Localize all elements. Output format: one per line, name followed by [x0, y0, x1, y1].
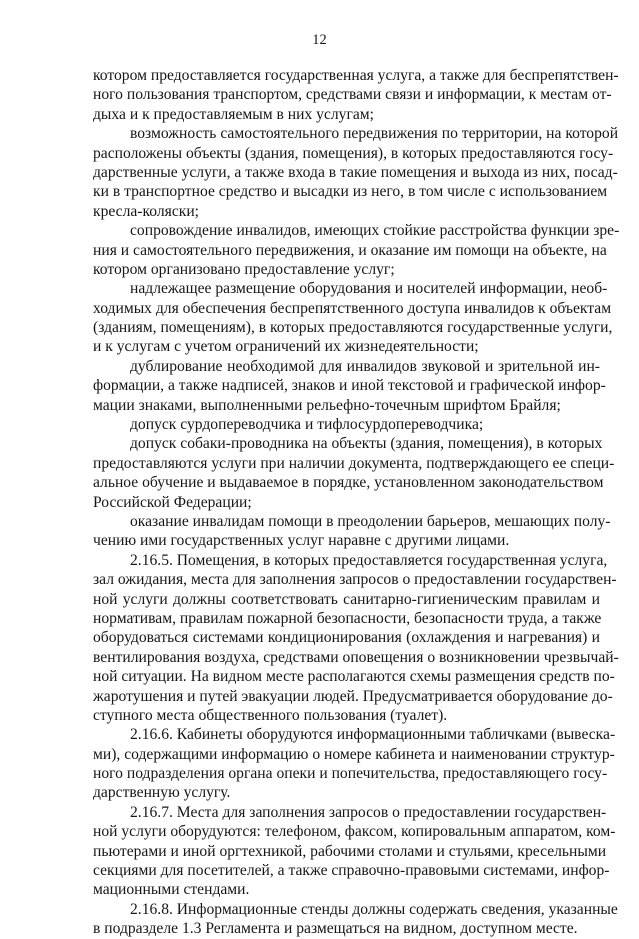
text-line: ной услуги оборудуются: телефоном, факсом, копировальным аппаратом, ком- — [93, 823, 616, 841]
text-line: кресла-коляски; — [93, 202, 200, 220]
text-line: сопровождение инвалидов, имеющих стойкие расстройства функции зре- — [130, 222, 620, 240]
text-line: ния и самостоятельного передвижения, и оказание им помощи на объекте, на — [93, 241, 607, 259]
text-line: дыха и к предоставляемым в них услугам; — [93, 105, 374, 123]
text-line: дарственную услугу. — [93, 784, 231, 802]
text-line: ной ситуации. На видном месте располагаются схемы размещения средств по- — [93, 668, 615, 686]
text-line: возможность самостоятельного передвижения по территории, на которой — [130, 125, 619, 143]
text-line: нормативам, правилам пожарной безопасности, безопасности труда, а также — [93, 609, 602, 627]
text-line: дарственные услуги, а также входа в такие помещения и выхода из них, посад- — [93, 163, 618, 181]
text-line: вентилирования воздуха, средствами оповещения о возникновении чрезвычай- — [93, 648, 619, 666]
text-line: дублирование необходимой для инвалидов звуковой и зрительной ин- — [130, 357, 600, 375]
text-line: 2.16.8. Информационные стенды должны содержать сведения, указанные — [130, 900, 618, 918]
text-line: и к услугам с учетом ограничений их жизнедеятельности; — [93, 338, 479, 356]
text-line: пьютерами и иной оргтехникой, рабочими столами и стульями, кресельными — [93, 842, 607, 860]
text-line: допуск сурдопереводчика и тифлосурдопереводчика; — [130, 416, 484, 434]
body-text — [93, 66, 620, 939]
text-line: формации, а также надписей, знаков и иной текстовой и графической инфор- — [93, 377, 606, 395]
text-line: Российской Федерации; — [93, 493, 252, 511]
text-line: предоставляются услуги при наличии документа, подтверждающего ее специ- — [93, 454, 615, 472]
text-line: 2.16.6. Кабинеты оборудуются информационными табличками (вывеска- — [130, 726, 616, 744]
text-line: 2.16.5. Помещения, в которых предоставляется государственная услуга, — [130, 551, 608, 569]
text-line: оборудоваться системами кондиционирования (охлаждения и нагревания) и — [93, 629, 600, 647]
text-line: альное обучение и выдаваемое в порядке, установленном законодательством — [93, 474, 604, 492]
text-line: ного пользования транспортом, средствами связи и информации, к местам от- — [93, 86, 612, 104]
text-line: секциями для посетителей, а также справочно-правовыми системами, инфор- — [93, 862, 610, 880]
text-line: оказание инвалидам помощи в преодолении барьеров, мешающих полу- — [130, 512, 611, 530]
text-line: (зданиям, помещениям), в которых предоставляются государственные услуги, — [93, 319, 613, 337]
text-line: ной услуги должны соответствовать санитарно-гигиеническим правилам и — [93, 590, 600, 608]
text-line: котором организовано предоставление услуг; — [93, 260, 395, 278]
text-line: расположены объекты (здания, помещения), в которых предоставляются госу- — [93, 144, 614, 162]
text-line: 2.16.7. Места для заполнения запросов о предоставлении государствен- — [130, 803, 607, 821]
text-line: ного подразделения органа опеки и попечительства, предоставляющего госу- — [93, 765, 608, 783]
text-line: в подразделе 1.3 Регламента и размещаться на видном, доступном месте. — [93, 920, 578, 938]
text-line: чению ими государственных услуг наравне с другими лицами. — [93, 532, 510, 550]
text-line: мационными стендами. — [93, 881, 250, 899]
text-line: ходимых для обеспечения беспрепятственного доступа инвалидов к объектам — [93, 299, 612, 317]
text-line: котором предоставляется государственная услуга, а также для беспрепятствен- — [93, 67, 619, 84]
text-line: допуск собаки-проводника на объекты (здания, помещения), в которых — [130, 435, 603, 453]
text-line: ки в транспортное средство и высадки из него, в том числе с использованием — [93, 183, 608, 201]
text-line: ми), содержащими информацию о номере кабинета и наименовании структур- — [93, 745, 615, 763]
text-line: зал ожидания, места для заполнения запросов о предоставлении государствен- — [93, 571, 617, 589]
text-line: жаротушения и путей эвакуации людей. Предусматривается оборудование до- — [93, 687, 613, 705]
text-line: ступного места общественного пользования (туалет). — [93, 706, 448, 724]
text-line: надлежащее размещение оборудования и носителей информации, необ- — [130, 280, 608, 298]
text-line: мации знаками, выполненными рельефно-точечным шрифтом Брайля; — [93, 396, 561, 414]
page-number: 12 — [312, 32, 327, 48]
